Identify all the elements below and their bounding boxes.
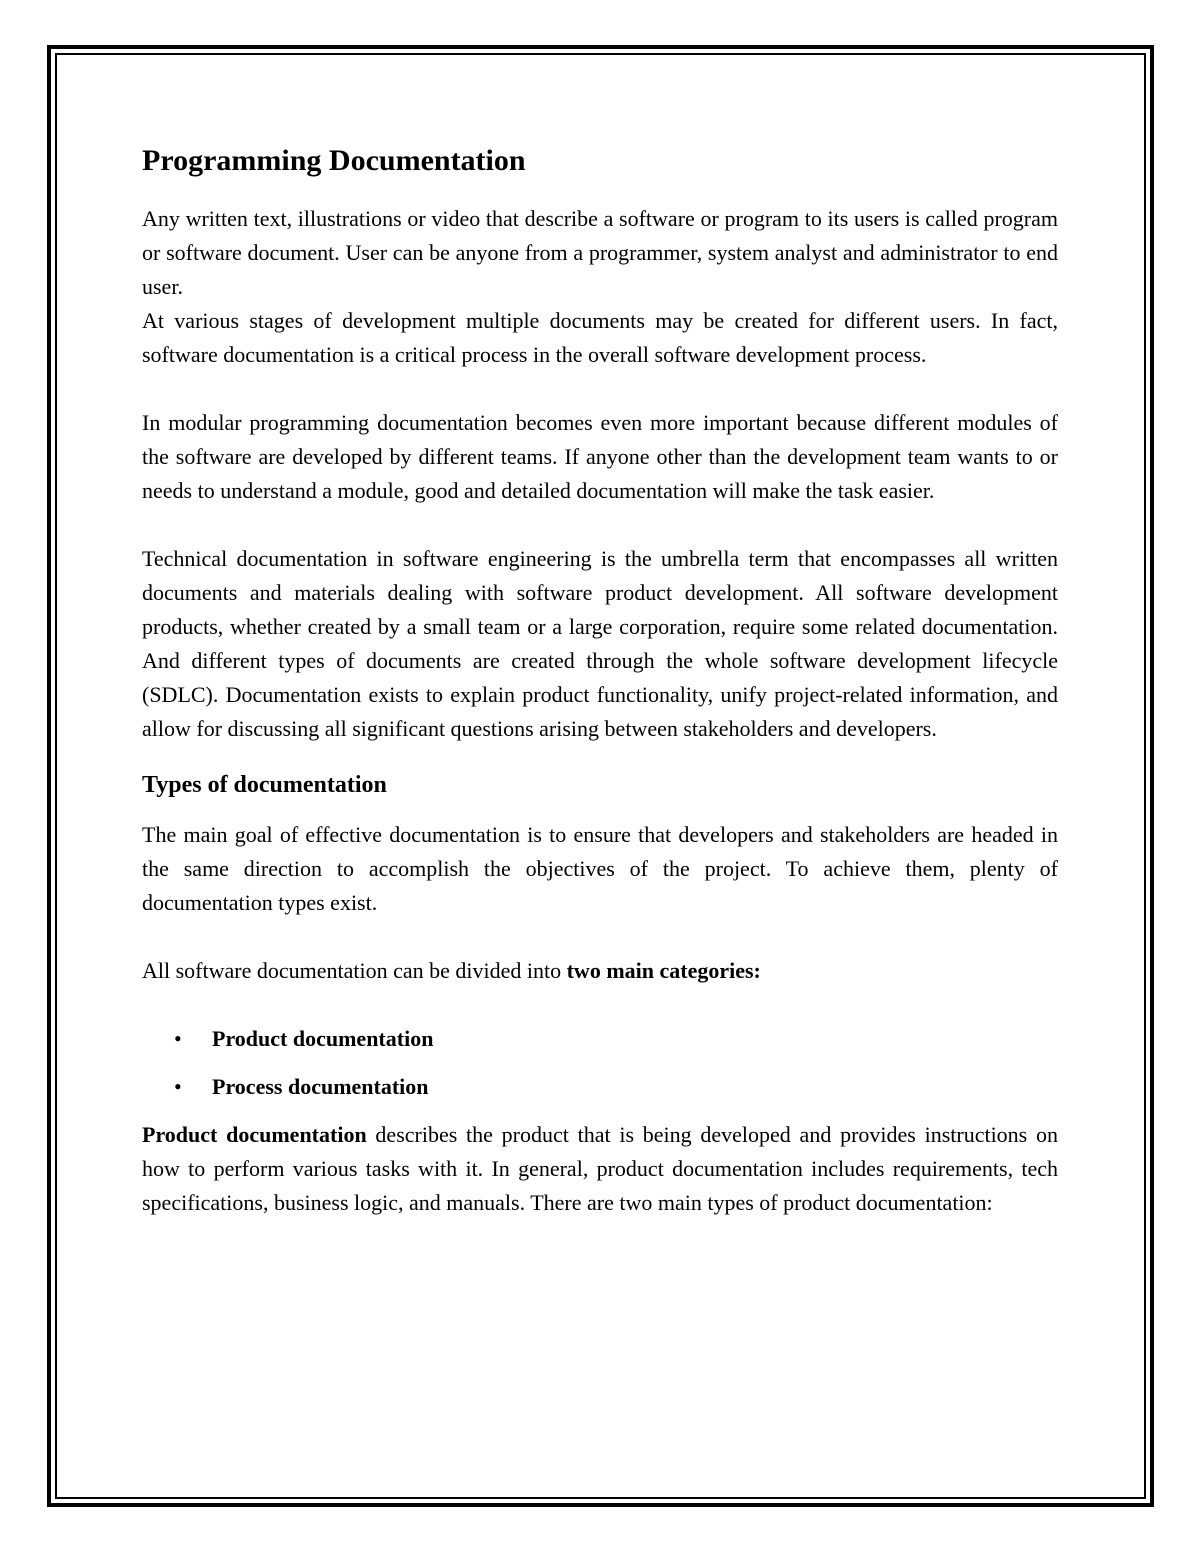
categories-intro-text: All software documentation can be divided into — [142, 958, 567, 983]
list-item — [142, 1070, 1058, 1104]
list-item — [142, 1022, 1058, 1056]
modular-paragraph: In modular programming documentation becomes even more important because different modules of the software are developed by different teams. If anyone other than the development team wants to or needs to understand a module, good and detailed documentation will make the task easier. — [142, 410, 1058, 503]
goal-paragraph: The main goal of effective documentation is to ensure that developers and stakeholders are headed in the same direction to accomplish the objectives of the project. To achieve them, plenty of documentation types exist. — [142, 822, 1058, 915]
technical-paragraph: Technical documentation in software engineering is the umbrella term that encompasses all written documents and materials dealing with software product development. All software development products, whether created by a small team or a large corporation, require some related documentation. And different types of documents are created through the whole software development lifecycle (SDLC). Documentation exists to explain product functionality, unify project-related information, and allow for discussing all significant questions arising between stakeholders and developers. — [142, 546, 1058, 741]
types-heading: Types of documentation — [142, 772, 387, 798]
spacer — [142, 372, 1058, 406]
categories-paragraph — [142, 954, 1058, 988]
bullet-icon: • — [174, 1074, 182, 1099]
product-paragraph — [142, 1118, 1058, 1220]
list-item-label: Process documentation — [212, 1074, 429, 1099]
document-body — [142, 140, 1058, 1220]
spacer — [142, 508, 1058, 542]
intro-paragraph-1: Any written text, illustrations or video that describe a software or program to its users is called program or software document. User can be anyone from a programmer, system analyst and administrator to end user. — [142, 206, 1058, 299]
bullet-icon: • — [174, 1026, 182, 1051]
page-title: Programming Documentation — [142, 144, 526, 177]
categories-list — [142, 1022, 1058, 1104]
product-bold-text: Product documentation — [142, 1122, 367, 1147]
intro-paragraph-2: At various stages of development multiple documents may be created for different users. In fact, software documentation is a critical process in the overall software development process. — [142, 308, 1058, 367]
list-item-label: Product documentation — [212, 1026, 434, 1051]
categories-bold-text: two main categories: — [566, 958, 761, 983]
product-text: describes the product that is being developed and provides instructions on how to perform various tasks with it. In general, product documentation includes requirements, tech specifications, business logic, and manuals. There are two main types of product documentation: — [142, 1122, 1058, 1215]
spacer — [142, 920, 1058, 954]
spacer — [142, 988, 1058, 1022]
